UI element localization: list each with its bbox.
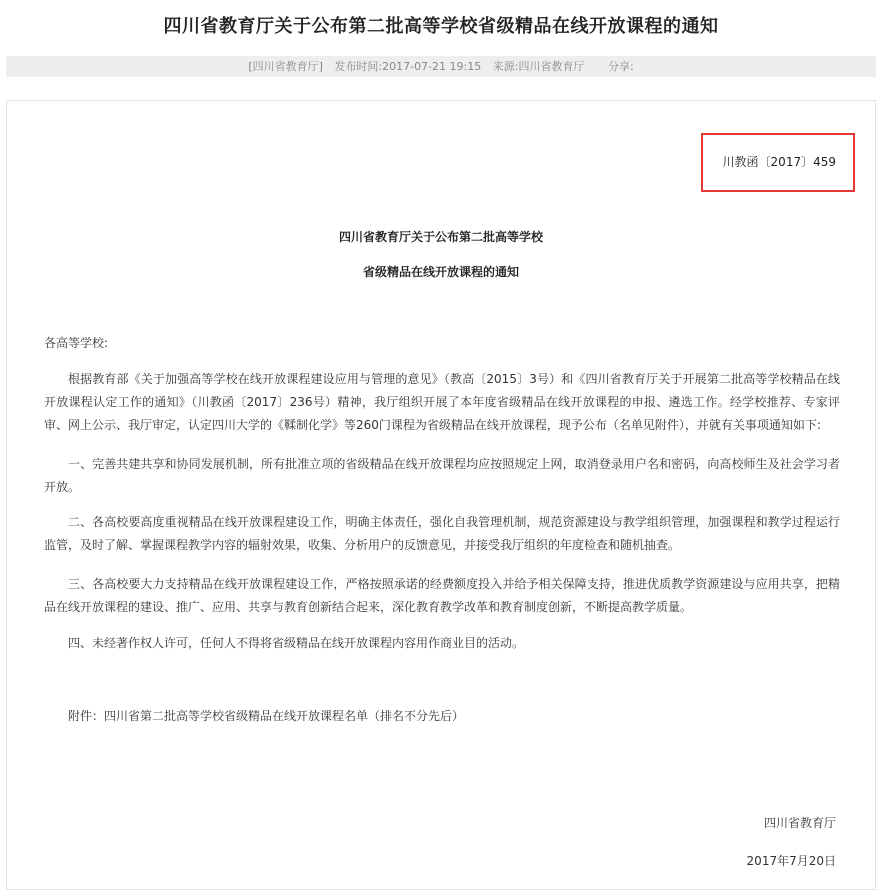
publish-time-label: 发布时间:: [334, 60, 383, 73]
body-paragraph: 四、未经著作权人许可，任何人不得将省级精品在线开放课程内容用作商业目的活动。: [68, 636, 525, 650]
publish-time: [334, 60, 481, 73]
salutation: 各高等学校:: [44, 336, 109, 350]
share-label[interactable]: 分享:: [607, 60, 634, 73]
attachment-link[interactable]: 附件：四川省第二批高等学校省级精品在线开放课程名单（排名不分先后）: [68, 709, 465, 723]
notice-title-line-2: 省级精品在线开放课程的通知: [362, 265, 519, 279]
origin-value: 四川省教育厅: [518, 60, 585, 73]
publish-time-value: 2017-07-21 19:15: [382, 60, 482, 73]
body-paragraph: 一、完善共建共享和协同发展机制，所有批准立项的省级精品在线开放课程均应按照规定上网，取消登录用户名和密码，向高校师生及社会学习者开放。: [44, 457, 840, 494]
document-number: 川教函〔2017〕459: [701, 133, 855, 192]
signature-issuer: 四川省教育厅: [763, 816, 836, 830]
article-meta-bar: [6, 56, 876, 77]
origin-label: 来源:: [492, 60, 519, 73]
body-paragraph: 根据教育部《关于加强高等学校在线开放课程建设应用与管理的意见》（教高〔2015〕3号）和《四川省教育厅关于开展第二批高等学校精品在线开放课程认定工作的通知》（川教函〔2017〕236号）精神，我厅组织开展了本年度省级精品在线开放课程的申报、遴选工作。经学校推荐、专家评审、网上公示、我厅审定，认定四川大学的《鞣制化学》等260门课程为省级精品在线开放课程，现予公布（名单见附件），并就有关事项通知如下:: [44, 372, 840, 432]
signature-date: 2017年7月20日: [746, 854, 836, 868]
body-paragraph: 二、各高校要高度重视精品在线开放课程建设工作，明确主体责任，强化自我管理机制，规范资源建设与教学组织管理，加强课程和教学过程运行监管，及时了解、掌握课程教学内容的辐射效果，收集、分析用户的反馈意见，并接受我厅组织的年度检查和随机抽查。: [44, 515, 840, 552]
article-origin: [493, 60, 585, 73]
body-paragraph: 三、各高校要大力支持精品在线开放课程建设工作，严格按照承诺的经费额度投入并给予相关保障支持，推进优质教学资源建设与应用共享，把精品在线开放课程的建设、推广、应用、共享与教育创新结合起来，深化教育教学改革和教育制度创新，不断提高教学质量。: [44, 577, 840, 614]
notice-title-line-1: 四川省教育厅关于公布第二批高等学校: [338, 230, 543, 244]
source-tag: [四川省教育厅]: [248, 60, 323, 73]
page-title: 四川省教育厅关于公布第二批高等学校省级精品在线开放课程的通知: [163, 16, 719, 37]
